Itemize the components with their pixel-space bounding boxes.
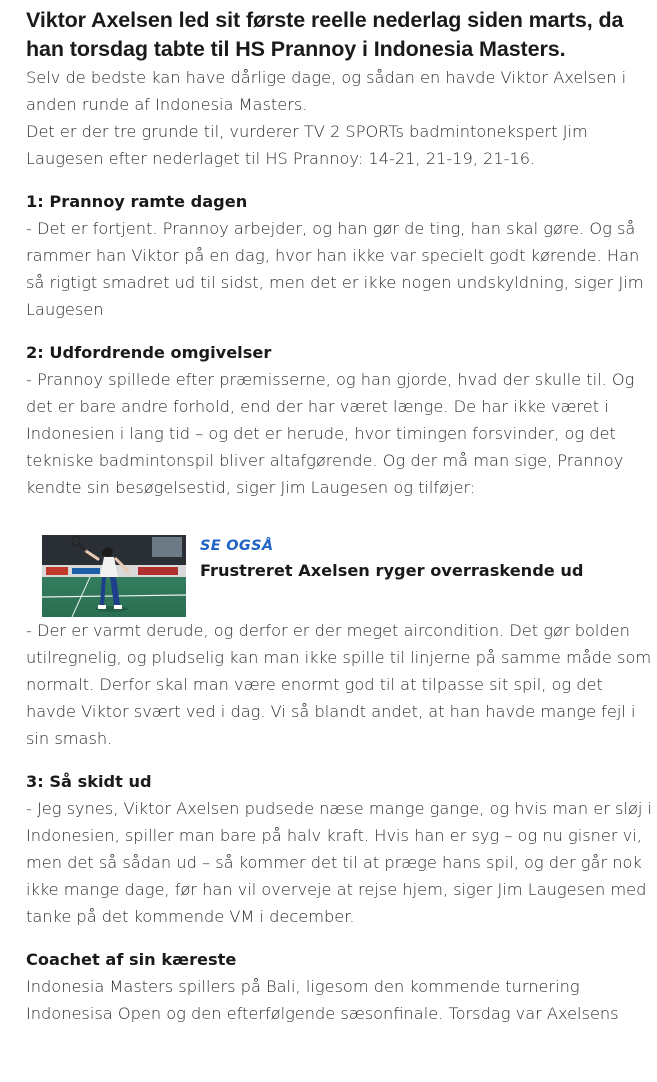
section-3-text: - Jeg synes, Viktor Axelsen pudsede næse mange gange, og hvis man er sløj i Indonesien, spiller man bare på halv kraft. Hvis han er syg – og nu gisner vi, men det så sådan ud – så kommer det til at præge hans spil, og der går nok ikke mange dage, før han vil overveje at rejse hjem, siger Jim Laugesen med tanke på det kommende VM i december. bbox=[26, 799, 652, 926]
article bbox=[26, 0, 654, 1027]
paragraph-after-see-also: - Der er varmt derude, og derfor er der meget aircondition. Det gør bolden utilregnelig, og pludselig kan man ikke spille til linjerne på samme måde som normalt. Derfor skal man være enormt god til at tilpasse sit spil, og det havde Viktor svært ved i dag. Vi så blandt andet, at han havde mange fejl i sin smash. bbox=[26, 621, 652, 748]
section-2-text: - Prannoy spillede efter præmisserne, og han gjorde, hvad der skulle til. Og det er bare andre forhold, end der har været længe. De har ikke været i Indonesien i lang tid – og det er herude, hvor timingen forsvinder, og det tekniske badmintonspil bliver altafgørende. Og der må man sige, Prannoy kendte sin besøgelsestid, siger Jim Laugesen og tilføjer: bbox=[26, 370, 635, 497]
see-also-text[interactable] bbox=[200, 536, 584, 584]
see-also-label: SE OGSÅ bbox=[200, 538, 274, 554]
section-2-heading: 2: Udfordrende omgivelser bbox=[26, 343, 272, 362]
intro-paragraph-1: Selv de bedste kan have dårlige dage, og sådan en havde Viktor Axelsen i anden runde af Indonesia Masters. bbox=[26, 68, 627, 114]
article-lead: Viktor Axelsen led sit første reelle nederlag siden marts, da han torsdag tabte til HS Prannoy i Indonesia Masters. bbox=[26, 8, 624, 61]
section-3-heading: 3: Så skidt ud bbox=[26, 772, 152, 791]
intro-paragraph-2: Det er der tre grunde til, vurderer TV 2 SPORTs badmintonekspert Jim Laugesen efter nederlaget til HS Prannoy: 14-21, 21-19, 21-16. bbox=[26, 122, 588, 168]
see-also-link[interactable] bbox=[42, 535, 654, 617]
badminton-player-photo-icon[interactable] bbox=[42, 535, 186, 617]
section-1-text: - Det er fortjent. Prannoy arbejder, og han gør de ting, han skal gøre. Og så rammer han Viktor på en dag, hvor han ikke var specielt godt kørende. Han så rigtigt smadret ud til sidst, men det er ikke nogen undskyldning, siger Jim Laugesen bbox=[26, 219, 644, 319]
section-4-text: Indonesia Masters spillers på Bali, ligesom den kommende turnering Indonesisa Open og den efterfølgende sæsonfinale. Torsdag var Axelsens bbox=[26, 977, 619, 1023]
section-1-heading: 1: Prannoy ramte dagen bbox=[26, 192, 248, 211]
see-also-title[interactable]: Frustreret Axelsen ryger overraskende ud bbox=[200, 561, 584, 580]
section-4-heading: Coachet af sin kæreste bbox=[26, 950, 237, 969]
